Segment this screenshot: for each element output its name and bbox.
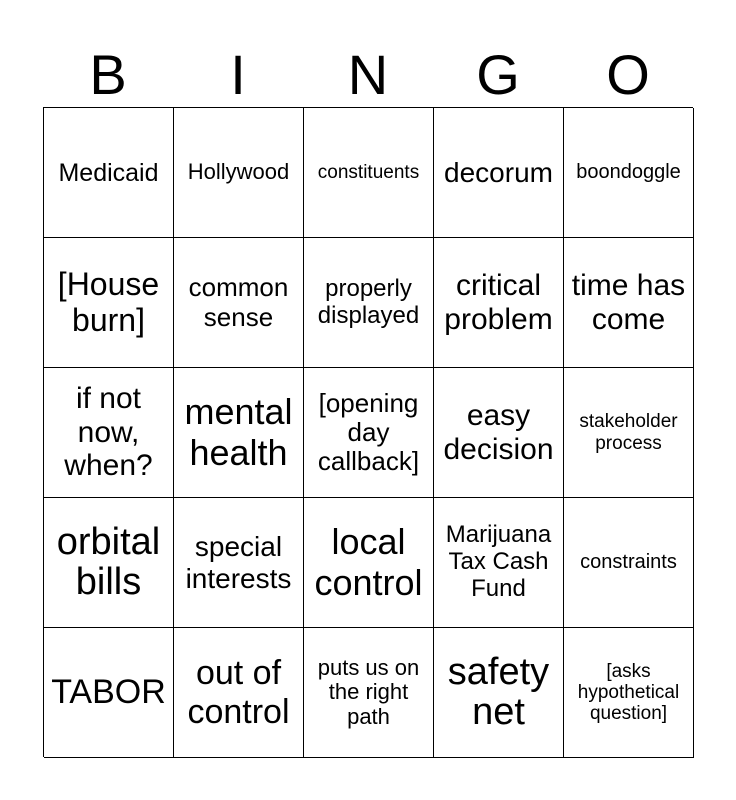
bingo-board (43, 107, 693, 757)
bingo-cell-r4-c1[interactable] (44, 498, 174, 628)
cell-text: critical problem (444, 268, 553, 336)
cell-text: stakeholder process (579, 411, 678, 454)
bingo-cell-r4-c3[interactable] (304, 498, 434, 628)
cell-text: puts us on the right path (317, 654, 420, 729)
cell-text: constituents (317, 161, 420, 183)
cell-text: properly displayed (317, 274, 420, 329)
bingo-cell-r4-c4[interactable] (434, 498, 564, 628)
header-letter-b: B (89, 43, 127, 106)
cell-text: out of control (187, 654, 290, 731)
cell-text: if not now, when? (64, 382, 153, 483)
cell-text: common sense (188, 272, 289, 332)
bingo-cell-r5-c1[interactable] (44, 628, 174, 758)
bingo-cell-r1-c2[interactable] (174, 108, 304, 238)
cell-text: time has come (571, 268, 686, 336)
bingo-header (43, 42, 693, 108)
cell-text: Medicaid (58, 158, 159, 187)
header-letter-o: O (606, 43, 650, 106)
bingo-cell-r5-c2[interactable] (174, 628, 304, 758)
bingo-cell-r5-c4[interactable] (434, 628, 564, 758)
cell-text: TABOR (51, 673, 166, 712)
bingo-cell-r2-c2[interactable] (174, 238, 304, 368)
bingo-cell-r3-c4[interactable] (434, 368, 564, 498)
cell-text: [asks hypothetical question] (577, 660, 680, 725)
cell-text: decorum (444, 156, 553, 188)
cell-text: orbital bills (56, 520, 161, 603)
cell-text: boondoggle (576, 161, 681, 184)
header-letter-g: G (476, 43, 520, 106)
header-letter-n: N (347, 43, 389, 106)
cell-text: mental health (184, 391, 293, 473)
bingo-cell-r3-c2[interactable] (174, 368, 304, 498)
bingo-cell-r5-c5[interactable] (564, 628, 694, 758)
bingo-cell-r3-c5[interactable] (564, 368, 694, 498)
bingo-cell-r4-c5[interactable] (564, 498, 694, 628)
bingo-cell-r3-c3[interactable] (304, 368, 434, 498)
bingo-cell-r5-c3[interactable] (304, 628, 434, 758)
bingo-cell-r1-c3[interactable] (304, 108, 434, 238)
header-letter-i: I (230, 43, 246, 106)
cell-text: easy decision (443, 398, 554, 466)
cell-text: local control (314, 521, 423, 603)
bingo-cell-r4-c2[interactable] (174, 498, 304, 628)
cell-text: Hollywood (187, 159, 290, 185)
cell-text: [opening day callback] (317, 387, 420, 477)
bingo-cell-r1-c5[interactable] (564, 108, 694, 238)
bingo-cell-r2-c1[interactable] (44, 238, 174, 368)
cell-text: [House burn] (57, 265, 160, 338)
bingo-cell-r2-c4[interactable] (434, 238, 564, 368)
bingo-cell-r2-c5[interactable] (564, 238, 694, 368)
bingo-cell-r1-c4[interactable] (434, 108, 564, 238)
cell-text: Marijuana Tax Cash Fund (445, 521, 552, 602)
cell-text: constraints (580, 551, 677, 574)
bingo-cell-r1-c1[interactable] (44, 108, 174, 238)
bingo-cell-r3-c1[interactable] (44, 368, 174, 498)
bingo-cell-r2-c3[interactable] (304, 238, 434, 368)
cell-text: special interests (185, 531, 292, 594)
cell-text: safety net (447, 650, 550, 733)
